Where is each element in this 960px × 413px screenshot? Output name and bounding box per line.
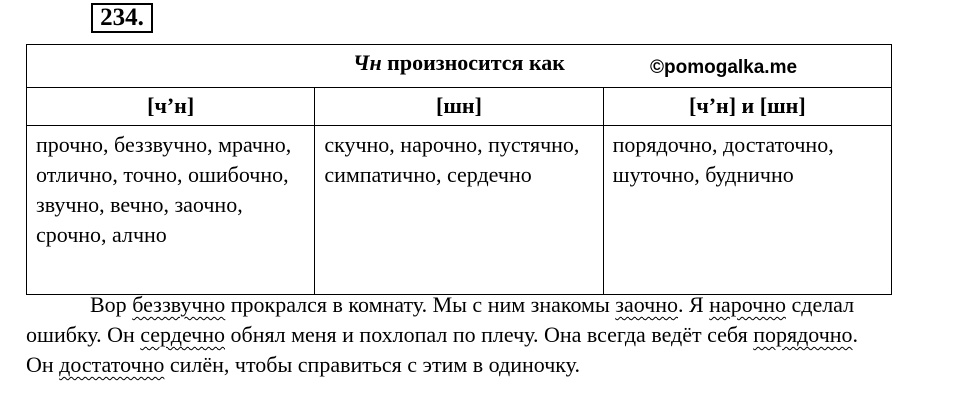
underlined-adverb: нарочно [709,292,786,317]
underlined-adverb: достаточно [59,352,165,377]
header-both: [ч’н] и [шн] [603,88,891,126]
paragraph-text: сделал ошибку. Он [26,292,855,347]
underlined-adverb: сердечно [140,322,226,347]
exercise-number: 234. [91,3,153,33]
header-ch-n: [ч’н] [27,88,315,126]
table-title-chn: Чн [353,50,382,75]
paragraph-text: Вор [90,292,133,317]
table-title-rest: произносится как [381,50,565,75]
table-words-row [27,126,892,295]
underlined-adverb: беззвучно [132,292,226,317]
paragraph-text: . Я [677,292,710,317]
underlined-adverb: заочно [615,292,678,317]
paragraph-text: . Он [26,322,859,377]
paragraph-text: силён, чтобы справиться с этим в одиночку. [164,352,580,377]
pronunciation-table [26,44,892,295]
header-shn: [шн] [315,88,603,126]
words-both: порядочно, достаточно, шуточно, буднично [603,126,891,295]
words-shn: скучно, нарочно, пустячно, симпатично, сердечно [315,126,603,295]
underlined-adverb: порядочно [753,322,853,347]
paragraph-text: прокрался в комнату. Мы с ним знакомы [225,292,616,317]
table-header-row [27,88,892,126]
words-ch-n: прочно, беззвучно, мрачно, отлично, точно, ошибочно, звучно, вечно, заочно, срочно, алчно [27,126,315,295]
watermark: ©pomogalka.me [650,57,798,78]
exercise-paragraph [26,290,886,380]
paragraph-text: обнял меня и похлопал по плечу. Она всегда ведёт себя [225,322,754,347]
